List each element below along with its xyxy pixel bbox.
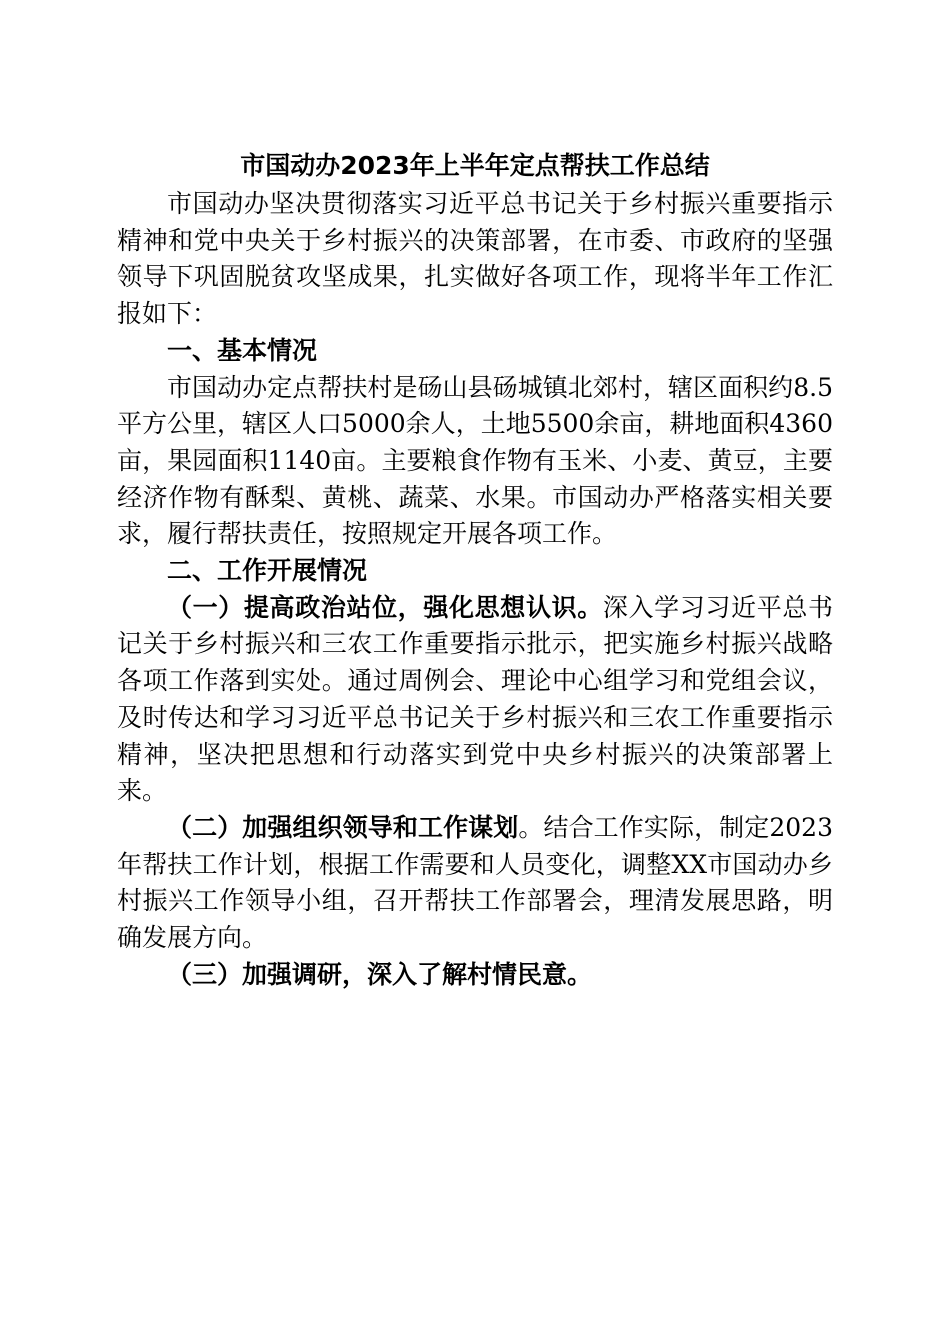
work-item-3-lead: （三）加强调研，深入了解村情民意。 <box>167 959 593 989</box>
document-body <box>117 186 833 993</box>
document-title: 市国动办2023年上半年定点帮扶工作总结 <box>240 151 710 180</box>
section-heading-work: 二、工作开展情况 <box>167 556 368 586</box>
work-item-1-text: 深入学习习近平总书记关于乡村振兴和三农工作重要指示批示，把实施乡村振兴战略各项工作落到实处。通过周例会、理论中心组学习和党组会议，及时传达和学习习近平总书记关于乡村振兴和三农工作重要指示精神，坚决把思想和行动落实到党中央乡村振兴的决策部署上来。 <box>117 592 833 806</box>
basic-info-paragraph: 市国动办定点帮扶村是砀山县砀城镇北郊村，辖区面积约8.5平方公里，辖区人口5000余人，土地5500余亩，耕地面积4360亩，果园面积1140亩。主要粮食作物有玉米、小麦、黄豆，主要经济作物有酥梨、黄桃、蔬菜、水果。市国动办严格落实相关要求，履行帮扶责任，按照规定开展各项工作。 <box>117 372 833 549</box>
work-item-2-text: 。结合工作实际，制定2023年帮扶工作计划，根据工作需要和人员变化，调整XX市国动办乡村振兴工作领导小组，召开帮扶工作部署会，理清发展思路，明确发展方向。 <box>117 812 833 953</box>
section-heading-basic: 一、基本情况 <box>167 335 318 365</box>
work-item-2-lead: （二）加强组织领导和工作谋划 <box>167 812 519 842</box>
work-item-1 <box>117 590 833 810</box>
intro-paragraph: 市国动办坚决贯彻落实习近平总书记关于乡村振兴重要指示精神和党中央关于乡村振兴的决策部署，在市委、市政府的坚强领导下巩固脱贫攻坚成果，扎实做好各项工作，现将半年工作汇报如下： <box>117 189 833 329</box>
work-item-2 <box>117 810 833 957</box>
work-item-1-lead: （一）提高政治站位，强化思想认识。 <box>167 592 603 622</box>
work-item-3 <box>117 957 833 994</box>
